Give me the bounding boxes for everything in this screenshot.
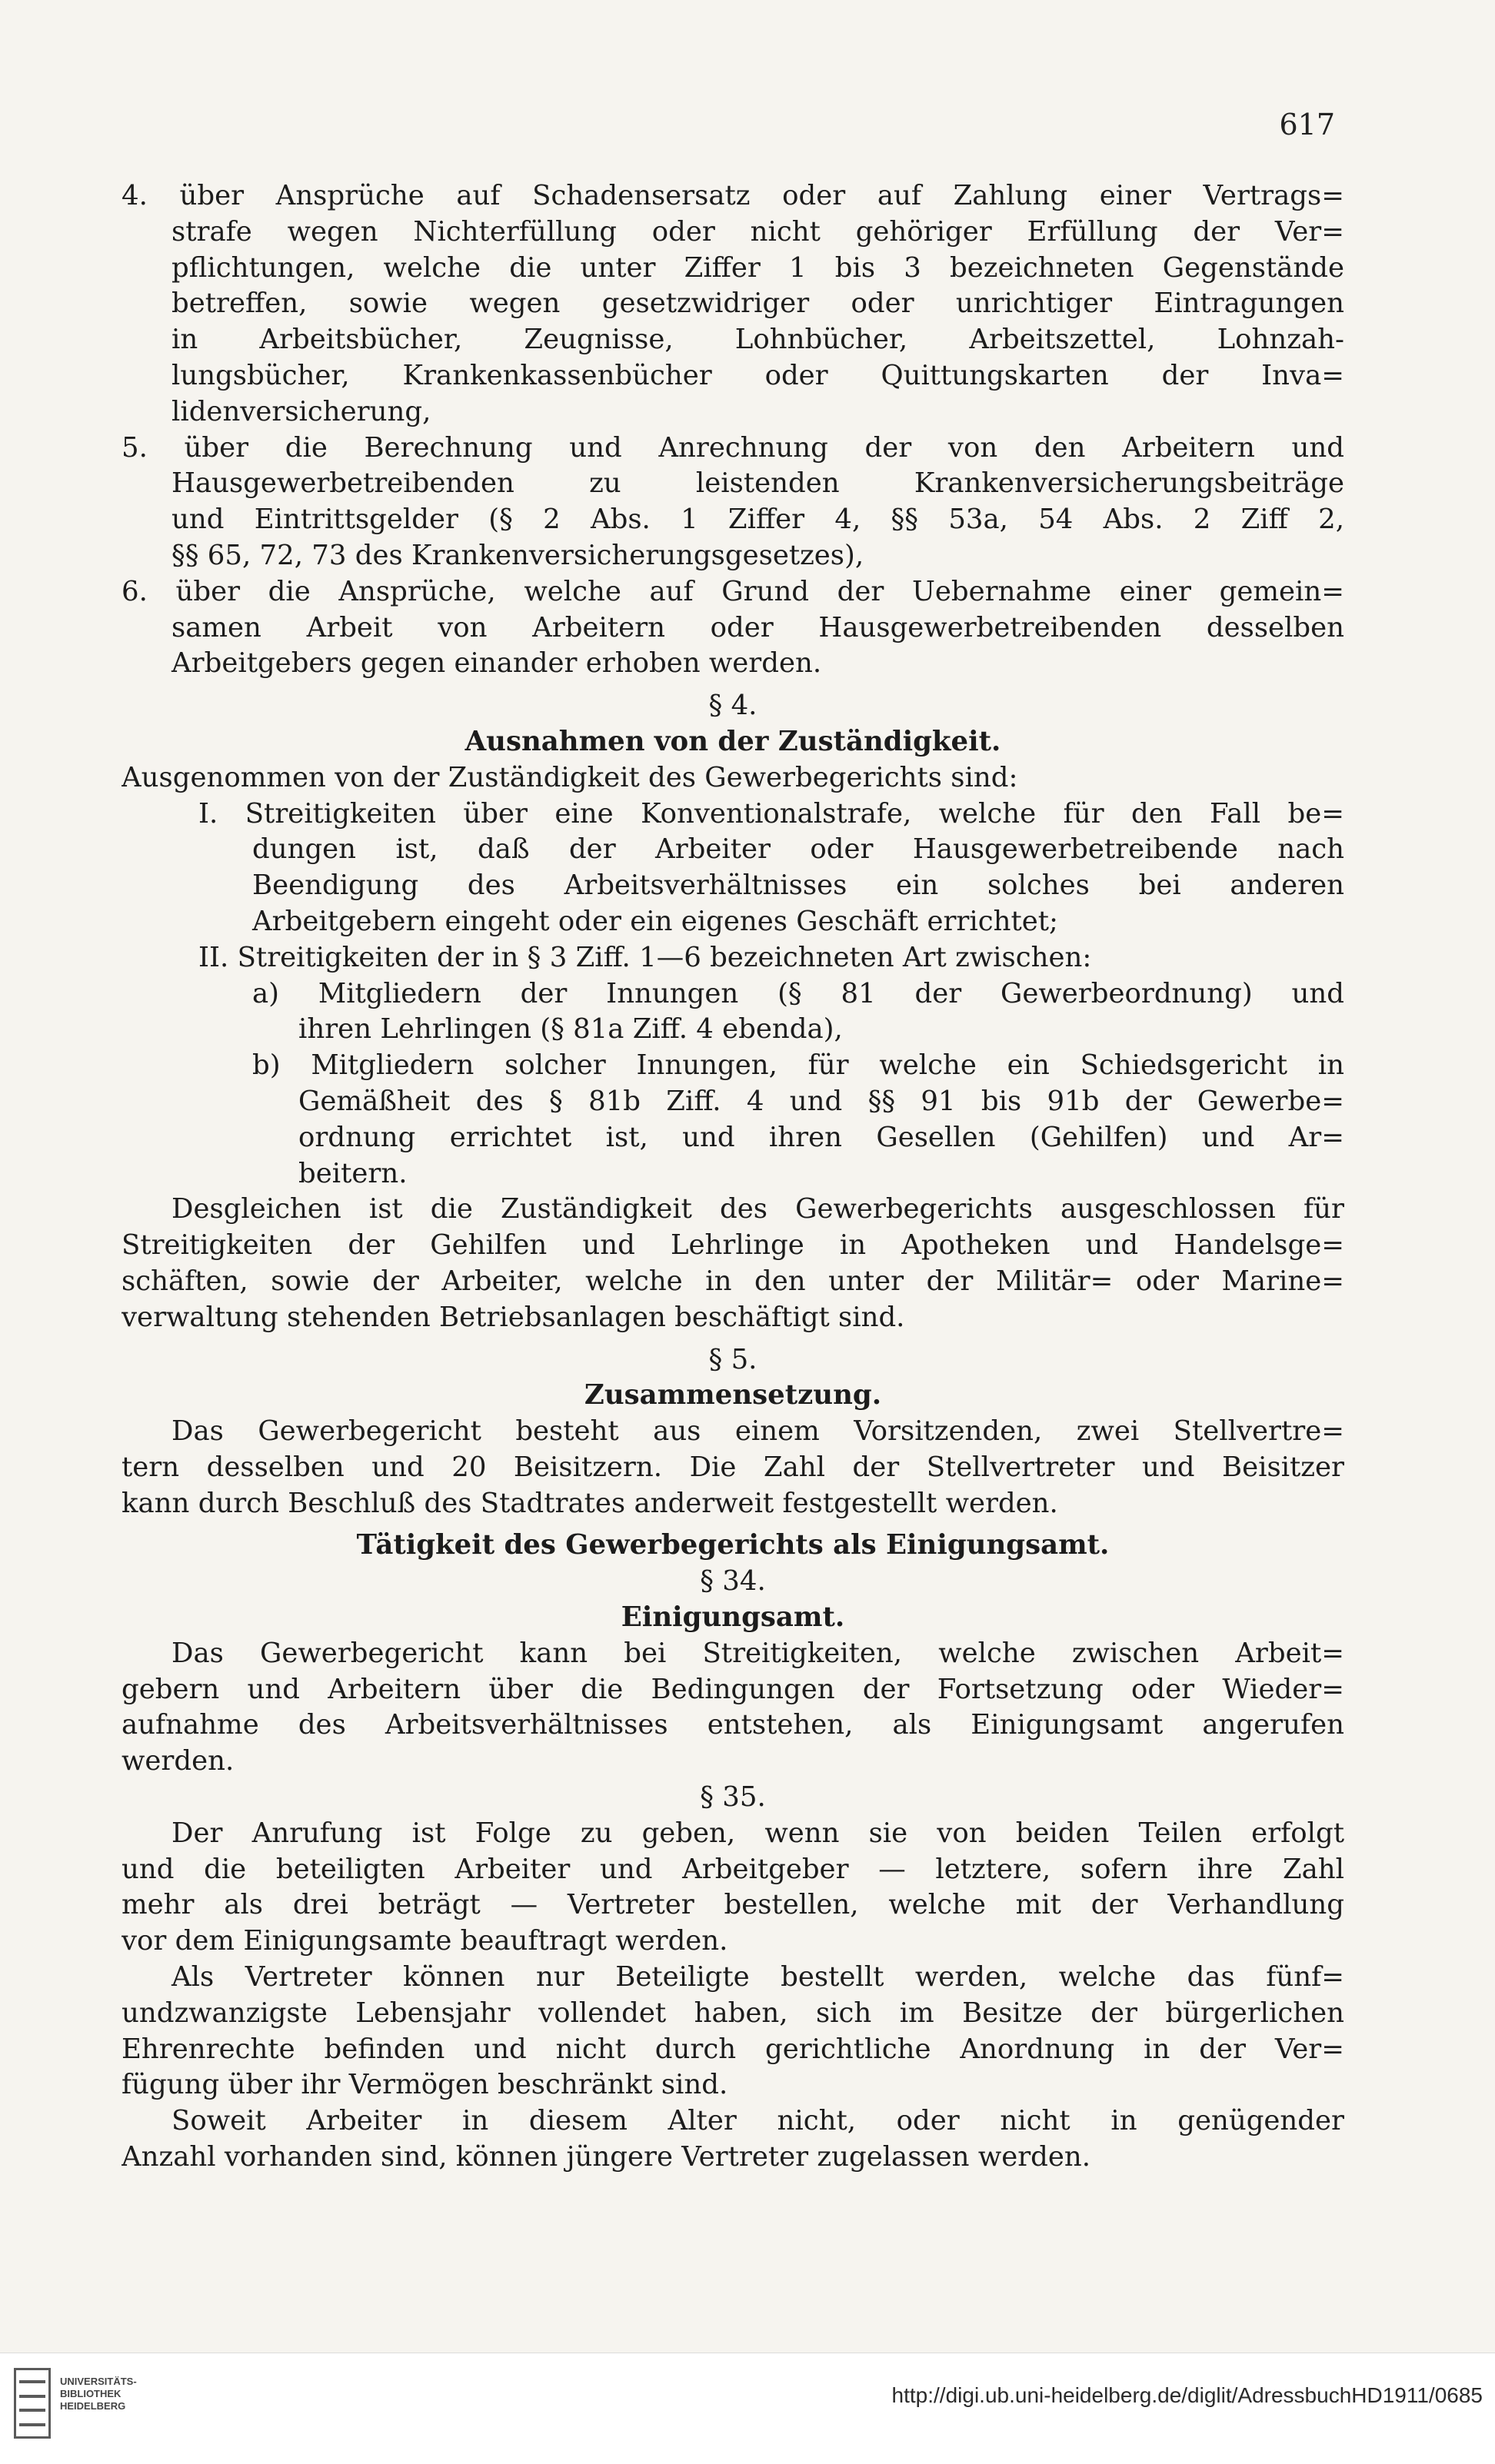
text-line: beitern. [298, 1157, 408, 1189]
text-line: Streitigkeiten der Gehilfen und Lehrlinge in Apotheken und Handelsge= [122, 1229, 1344, 1262]
text-line: tern desselben und 20 Beisitzern. Die Zahl der Stellvertreter und Beisitzer [122, 1451, 1344, 1483]
source-url[interactable]: http://digi.ub.uni-heidelberg.de/diglit/AdressbuchHD1911/0685 [891, 2383, 1483, 2407]
text-line: strafe wegen Nichterfüllung oder nicht gehöriger Erfüllung der Ver= [171, 215, 1344, 248]
text-line: II. Streitigkeiten der in § 3 Ziff. 1—6 bezeichneten Art zwischen: [198, 941, 1092, 973]
text-line: 5. über die Berechnung und Anrechnung der von den Arbeitern und [122, 431, 1344, 464]
library-logo-icon [14, 2368, 51, 2439]
text-line: I. Streitigkeiten über eine Konventionalstrafe, welche für den Fall be= [198, 797, 1344, 830]
text-line: dungen ist, daß der Arbeiter oder Hausgewerbetreibende nach [252, 833, 1344, 866]
text-line: pflichtungen, welche die unter Ziffer 1 bis 3 bezeichneten Gegenstände [171, 251, 1344, 284]
text-line: § 34. [700, 1565, 766, 1598]
text-line: Das Gewerbegericht kann bei Streitigkeiten, welche zwischen Arbeit= [171, 1637, 1344, 1669]
text-line: b) Mitgliedern solcher Innungen, für welche ein Schiedsgericht in [252, 1049, 1344, 1082]
text-line: betreffen, sowie wegen gesetzwidriger oder unrichtiger Eintragungen [171, 288, 1344, 320]
text-line: mehr als drei beträgt — Vertreter bestellen, welche mit der Verhandlung [122, 1889, 1344, 1921]
text-line: § 5. [708, 1343, 757, 1375]
text-line: 6. über die Ansprüche, welche auf Grund der Uebernahme einer gemein= [122, 575, 1344, 607]
text-line: samen Arbeit von Arbeitern oder Hausgewerbetreibenden desselben [171, 611, 1344, 643]
text-line: Anzahl vorhanden sind, können jüngere Vertreter zugelassen werden. [122, 2141, 1091, 2173]
document-text [122, 178, 1344, 2176]
text-line: in Arbeitsbücher, Zeugnisse, Lohnbücher, Arbeitszettel, Lohnzah- [171, 324, 1344, 356]
text-line: schäften, sowie der Arbeiter, welche in den unter der Militär= oder Marine= [122, 1265, 1344, 1297]
logo-line: UNIVERSITÄTS- [60, 2376, 137, 2387]
logo-line: BIBLIOTHEK [60, 2388, 122, 2399]
text-line: ordnung errichtet ist, und ihren Gesellen (Gehilfen) und Ar= [298, 1121, 1344, 1153]
library-logo-text [60, 2376, 229, 2412]
text-line: Das Gewerbegericht besteht aus einem Vorsitzenden, zwei Stellvertre= [171, 1415, 1344, 1448]
logo-line: HEIDELBERG [60, 2400, 126, 2412]
text-line: ihren Lehrlingen (§ 81a Ziff. 4 ebenda), [298, 1013, 843, 1046]
text-line: a) Mitgliedern der Innungen (§ 81 der Gewerbeordnung) und [252, 977, 1344, 1009]
text-line: §§ 65, 72, 73 des Krankenversicherungsgesetzes), [171, 539, 864, 571]
text-line: verwaltung stehenden Betriebsanlagen beschäftigt sind. [122, 1301, 905, 1333]
text-line: Als Vertreter können nur Beteiligte bestellt werden, welche das fünf= [171, 1961, 1344, 1993]
text-line: gebern und Arbeitern über die Bedingungen der Fortsetzung oder Wieder= [122, 1673, 1344, 1705]
text-line: lidenversicherung, [171, 395, 431, 427]
text-line: Arbeitgebers gegen einander erhoben werden. [171, 647, 822, 680]
text-line: Ausgenommen von der Zuständigkeit des Gewerbegerichts sind: [122, 761, 1018, 793]
text-line: kann durch Beschluß des Stadtrates anderweit festgestellt werden. [122, 1487, 1058, 1519]
text-line: Ehrenrechte befinden und nicht durch gerichtliche Anordnung in der Ver= [122, 2033, 1344, 2065]
text-line: undzwanzigste Lebensjahr vollendet haben, sich im Besitze der bürgerlichen [122, 1997, 1344, 2029]
text-line: Tätigkeit des Gewerbegerichts als Einigungsamt. [356, 1529, 1110, 1561]
text-line: 4. über Ansprüche auf Schadensersatz oder auf Zahlung einer Vertrags= [122, 180, 1344, 211]
text-line: Desgleichen ist die Zuständigkeit des Gewerbegerichts ausgeschlossen für [171, 1193, 1344, 1225]
text-line: fügung über ihr Vermögen beschränkt sind. [122, 2069, 728, 2101]
text-line: und die beteiligten Arbeiter und Arbeitgeber — letztere, sofern ihre Zahl [122, 1853, 1344, 1885]
text-line: Ausnahmen von der Zuständigkeit. [464, 725, 1001, 757]
text-line: und Eintrittsgelder (§ 2 Abs. 1 Ziffer 4, §§ 53a, 54 Abs. 2 Ziff 2, [171, 504, 1344, 536]
text-line: Gemäßheit des § 81b Ziff. 4 und §§ 91 bis 91b der Gewerbe= [298, 1085, 1344, 1117]
text-line: Soweit Arbeiter in diesem Alter nicht, oder nicht in genügender [171, 2105, 1344, 2137]
text-line: Einigungsamt. [621, 1601, 845, 1634]
text-line: § 4. [708, 690, 757, 722]
text-line: § 35. [700, 1781, 766, 1814]
text-line: Hausgewerbetreibenden zu leistenden Krankenversicherungsbeiträge [171, 467, 1344, 500]
text-line: lungsbücher, Krankenkassenbücher oder Quittungskarten der Inva= [171, 359, 1344, 391]
text-line: werden. [122, 1745, 235, 1777]
text-line: aufnahme des Arbeitsverhältnisses entstehen, als Einigungsamt angerufen [122, 1709, 1344, 1741]
text-line: Beendigung des Arbeitsverhältnisses ein solches bei anderen [252, 870, 1344, 902]
text-line: Der Anrufung ist Folge zu geben, wenn sie von beiden Teilen erfolgt [171, 1817, 1344, 1849]
text-line: Arbeitgebern eingeht oder ein eigenes Geschäft errichtet; [252, 905, 1058, 937]
text-line: Zusammensetzung. [584, 1379, 882, 1412]
text-line: vor dem Einigungsamte beauftragt werden. [122, 1925, 728, 1957]
page-number: 617 [1279, 108, 1335, 141]
